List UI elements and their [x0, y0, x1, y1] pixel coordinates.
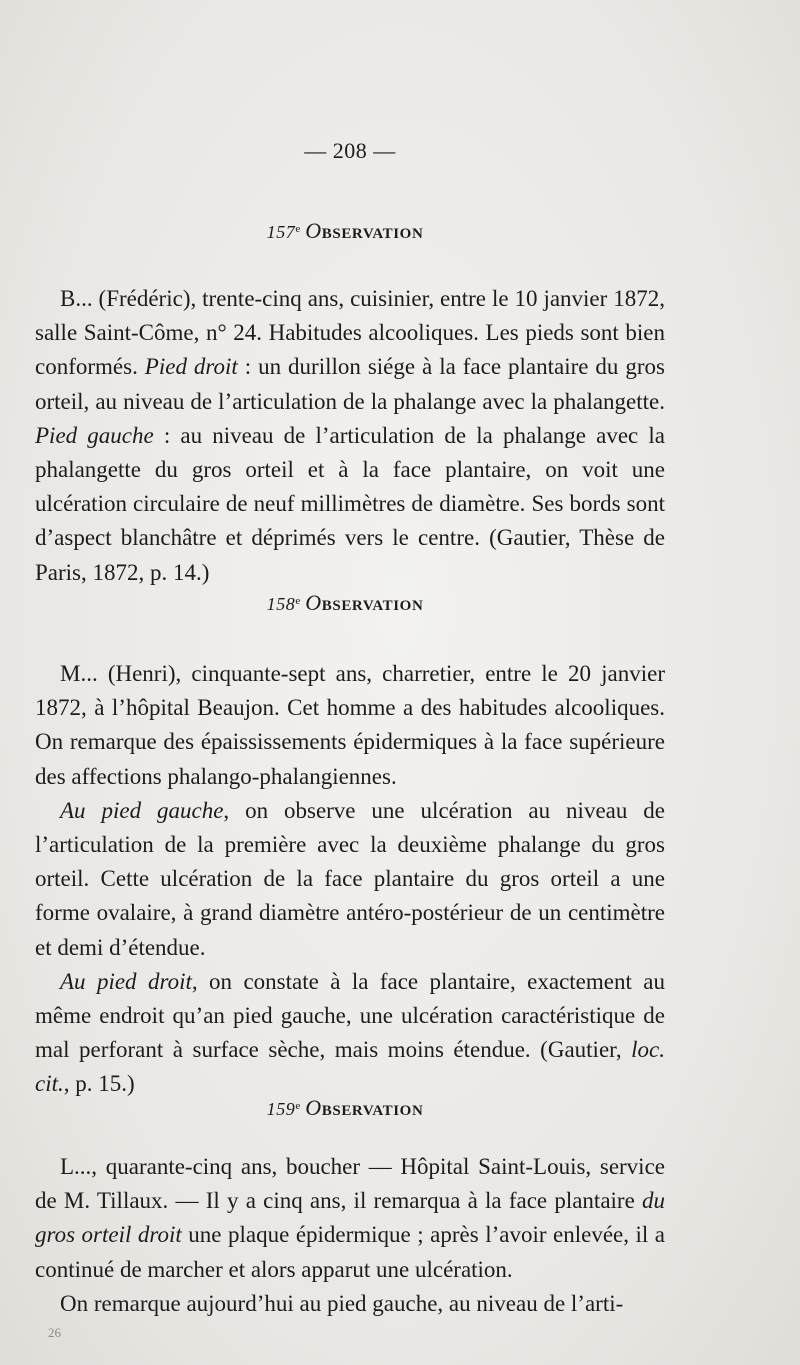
observation-heading-157	[0, 218, 690, 244]
observation-heading-158	[0, 590, 690, 616]
paragraph	[35, 282, 665, 590]
italic-run: Pied droit	[144, 354, 238, 380]
text-run: , on constate à la face plantaire, exactement au même endroit qu’an pied gauche, une ulcération caractéristique de mal perforant à surface sèche, mais moins étendue. (Gautier,	[35, 968, 665, 1063]
heading-rest: BSERVATION	[321, 598, 424, 614]
text-run: : au niveau de l’articulation de la phalange avec la phalangette du gros orteil et à la face plantaire, on voit une ulcération circulaire de neuf millimètres de diamètre. Ses bords sont d’aspect blanchâtre et déprimés vers le centre. (Gautier, Thèse de Paris, 1872, p. 14.)	[35, 422, 665, 585]
text-run: , p. 15.)	[63, 1071, 135, 1097]
paragraph	[35, 794, 665, 965]
italic-run: du gros orteil droit	[35, 1188, 665, 1248]
italic-run: loc. cit.	[35, 1037, 665, 1097]
heading-initial: O	[305, 218, 322, 243]
text-run: L..., quarante-cinq ans, boucher — Hôpital Saint-Louis, service de M. Tillaux. — Il y a cinq ans, il remarqua à la face plantaire	[35, 1154, 665, 1214]
heading-rest: BSERVATION	[321, 1103, 424, 1119]
italic-run: Au pied droit	[60, 968, 192, 994]
text-run: une plaque épidermique ; après l’avoir enlevée, il a continué de marcher et alors apparut une ulcération.	[35, 1222, 665, 1282]
text-run: , on observe une ulcération au niveau de l’articulation de la première avec la deuxième phalange du gros orteil. Cette ulcération de la face plantaire du gros orteil a une forme ovalaire, à grand diamètre antéro-postérieur de un centimètre et demi d’étendue.	[35, 797, 665, 960]
text-run: M... (Henri), cinquante-sept ans, charretier, entre le 20 janvier 1872, à l’hôpital Beaujon. Cet homme a des habitudes alcooliques. On remarque des épaississements épidermiques à la face supérieure des affections phalango-phalangiennes.	[35, 661, 665, 789]
heading-number: 159	[266, 1099, 296, 1119]
heading-initial: O	[305, 590, 322, 615]
italic-run: Au pied gauche	[60, 797, 224, 823]
observation-body-158	[35, 657, 665, 1102]
heading-initial: O	[305, 1095, 322, 1120]
paragraph	[35, 965, 665, 1102]
heading-superscript: e	[295, 1100, 301, 1112]
heading-superscript: e	[295, 595, 301, 607]
text-run: B... (Frédéric), trente-cinq ans, cuisinier, entre le 10 janvier 1872, salle Saint-Côme, n° 24. Habitudes alcooliques. Les pieds sont bien conformés.	[35, 286, 665, 380]
page-number: — 208 —	[304, 138, 396, 163]
observation-body-159	[35, 1150, 665, 1321]
paragraph	[35, 657, 665, 794]
heading-superscript: e	[295, 223, 301, 235]
paragraph	[35, 1287, 665, 1321]
catchword: 26	[48, 1325, 61, 1340]
heading-number: 157	[266, 222, 296, 242]
observation-heading-159	[0, 1095, 690, 1121]
text-run: On remarque aujourd’hui au pied gauche, au niveau de l’arti-	[60, 1290, 624, 1316]
text-run: : un durillon siége à la face plantaire du gros orteil, au niveau de l’articulation de la phalange avec la phalangette.	[35, 354, 665, 414]
italic-run: Pied gauche	[35, 422, 154, 448]
observation-body-157	[35, 282, 665, 590]
paragraph	[35, 1150, 665, 1287]
heading-rest: BSERVATION	[321, 226, 424, 242]
heading-number: 158	[266, 594, 296, 614]
